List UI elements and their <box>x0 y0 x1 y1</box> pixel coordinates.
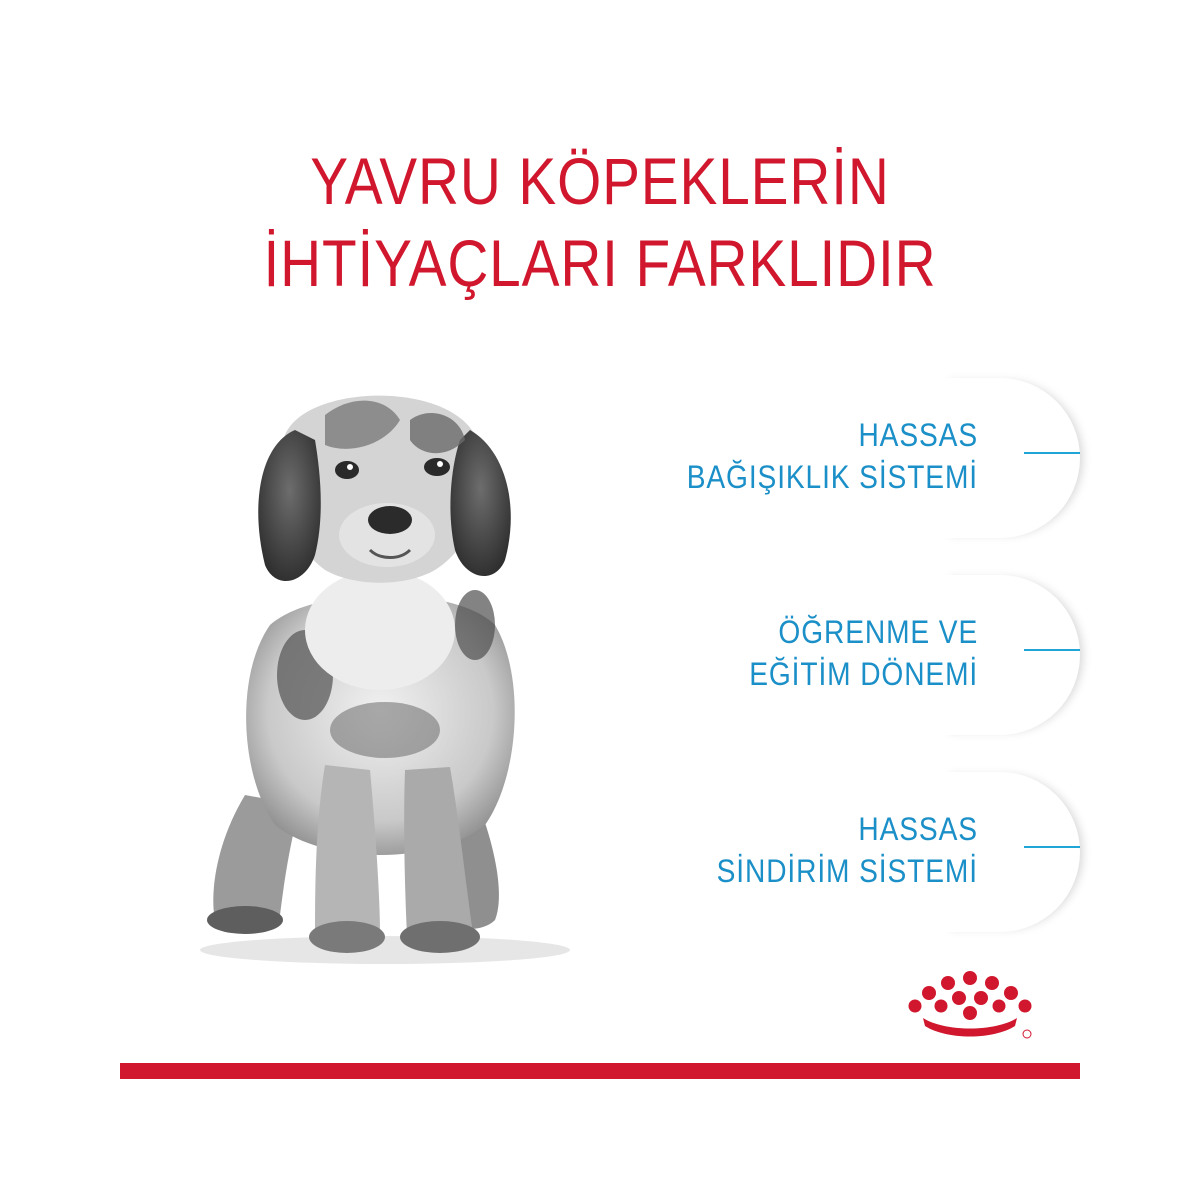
feature-digestive-system <box>480 772 1080 932</box>
feature-3-line-1: HASSAS <box>858 811 978 847</box>
feature-learning-period <box>480 575 1080 735</box>
brand-bottom-bar <box>120 1063 1080 1079</box>
headline-line-2: İHTİYAÇLARI FARKLIDIR <box>263 226 937 300</box>
feature-accent-line <box>1024 649 1080 651</box>
feature-accent-line <box>1024 452 1080 454</box>
feature-1-line-2: BAĞIŞIKLIK SİSTEMİ <box>686 459 978 495</box>
headline <box>84 140 1116 304</box>
feature-accent-line <box>1024 846 1080 848</box>
feature-text <box>749 611 978 695</box>
feature-text <box>717 808 978 892</box>
royal-canin-crown-logo-icon <box>905 966 1035 1040</box>
feature-immune-system <box>480 378 1080 538</box>
feature-2-line-2: EĞİTİM DÖNEMİ <box>749 656 978 692</box>
feature-3-line-2: SİNDİRİM SİSTEMİ <box>716 853 978 889</box>
feature-2-line-1: ÖĞRENME VE <box>778 614 978 650</box>
feature-text <box>687 414 978 498</box>
feature-1-line-1: HASSAS <box>858 417 978 453</box>
headline-line-1: YAVRU KÖPEKLERİN <box>310 144 890 218</box>
